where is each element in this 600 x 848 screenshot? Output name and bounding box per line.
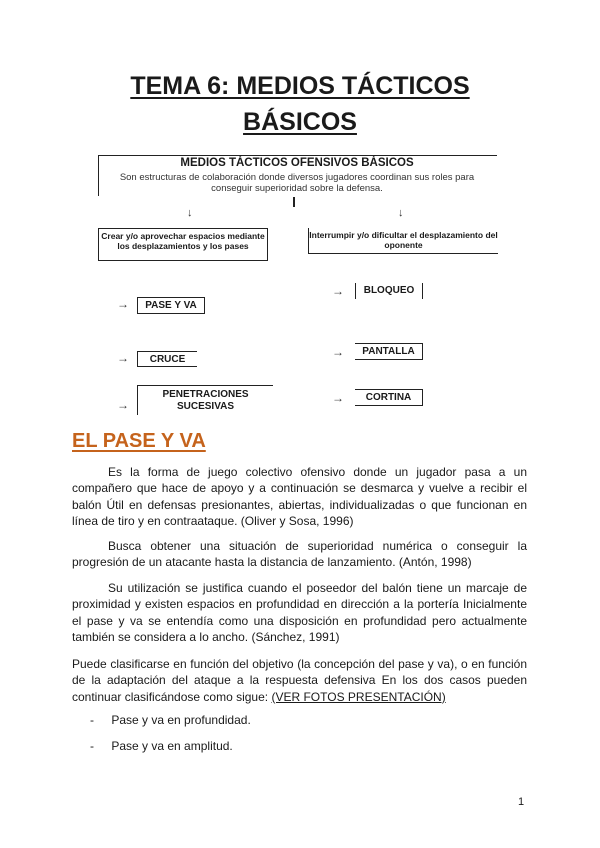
- list-item: [90, 739, 233, 753]
- connector-line: [293, 197, 295, 207]
- item-penetraciones-sucesivas: PENETRACIONES SUCESIVAS: [137, 385, 273, 415]
- right-arrow-icon: →: [332, 391, 344, 405]
- item-bloqueo: BLOQUEO: [355, 283, 423, 299]
- down-arrow-icon: ↓: [398, 207, 404, 219]
- diagram-subtitle: Son estructuras de colaboración donde diversos jugadores coordinan sus roles para conseguir superioridad sobre la defensa.: [119, 172, 475, 194]
- bullet-marker: -: [90, 713, 94, 727]
- item-cruce: CRUCE: [137, 351, 197, 367]
- right-arrow-icon: →: [117, 351, 129, 365]
- right-arrow-icon: →: [117, 398, 129, 412]
- presentation-photos-link[interactable]: (VER FOTOS PRESENTACIÓN): [271, 689, 446, 704]
- page-title-line-2: BÁSICOS: [243, 108, 357, 136]
- right-arrow-icon: →: [332, 345, 344, 359]
- paragraph-classification: [72, 656, 527, 705]
- item-pantalla: PANTALLA: [355, 343, 423, 360]
- page-number: 1: [518, 796, 525, 808]
- paragraph-2: Busca obtener una situación de superioridad numérica o conseguir la progresión de un atacante hasta la distancia de lanzamiento. (Antón, 1998): [72, 539, 527, 570]
- down-arrow-icon: ↓: [187, 207, 193, 219]
- classification-text: Puede clasificarse en función del objetivo (la concepción del pase y va), o en función de la adaptación del ataque a la respuesta defensiva En los dos casos pueden continuar clasificándose como sigue:: [72, 657, 527, 704]
- section-heading: EL PASE Y VA: [72, 430, 206, 452]
- paragraph-1: Es la forma de juego colectivo ofensivo donde un jugador pasa a un compañero que hace de apoyo y a continuación se desmarca y vuelve a recibir el balón Útil en defensas presionantes, abiertas, individualizadas o que funcionan en línea de tiro y en contraataque. (Oliver y Sosa, 1996): [72, 465, 527, 529]
- bullet-text: Pase y va en profundidad.: [111, 713, 251, 727]
- bullet-text: Pase y va en amplitud.: [111, 739, 233, 753]
- list-item: [90, 713, 251, 727]
- item-pase-y-va: PASE Y VA: [137, 297, 205, 314]
- right-branch-box: Interrumpir y/o dificultar el desplazamiento del oponente: [308, 228, 498, 254]
- right-arrow-icon: →: [117, 297, 129, 311]
- diagram-title: MEDIOS TÁCTICOS OFENSIVOS BÁSICOS: [180, 157, 414, 169]
- left-branch-box: Crear y/o aprovechar espacios mediante los desplazamientos y los pases: [98, 228, 268, 261]
- page-title-line-1: TEMA 6: MEDIOS TÁCTICOS: [130, 72, 470, 100]
- item-cortina: CORTINA: [355, 389, 423, 406]
- right-arrow-icon: →: [332, 284, 344, 298]
- bullet-marker: -: [90, 739, 94, 753]
- paragraph-3: Su utilización se justifica cuando el poseedor del balón tiene un marcaje de proximidad y existen espacios en profundidad en dirección a la portería Inicialmente el pase y va se entendía como una disposición en profundidad pero actualmente también se considera a lo ancho. (Sánchez, 1991): [72, 581, 527, 645]
